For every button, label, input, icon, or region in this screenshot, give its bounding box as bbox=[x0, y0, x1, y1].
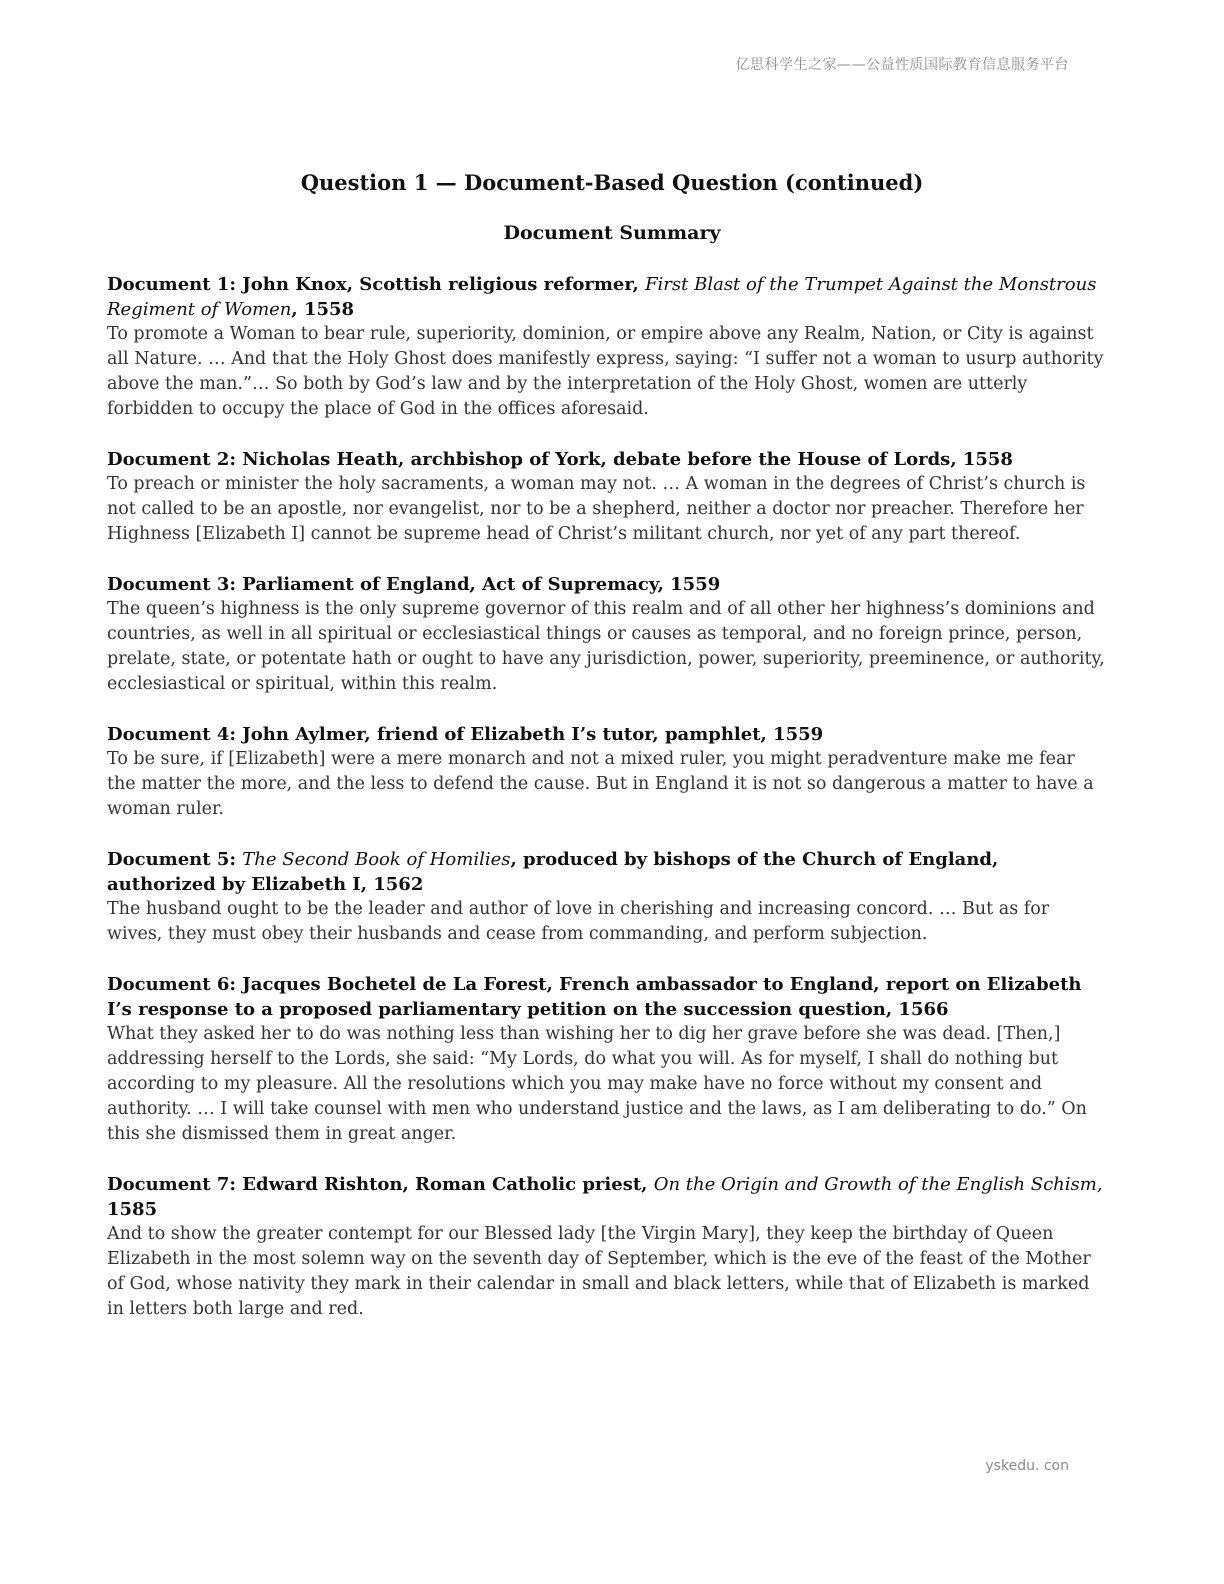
heading-text: Document 6: Jacques Bochetel de La Forest, French ambassador to England, report on Elizabeth I’s response to a proposed parliamentary petition on the succession question, 1566 bbox=[107, 974, 1082, 1020]
document-heading bbox=[107, 847, 1107, 897]
document-list bbox=[107, 272, 1107, 1347]
heading-text: Document 7: Edward Rishton, Roman Catholic priest, bbox=[107, 1174, 654, 1195]
document-body: The husband ought to be the leader and author of love in cherishing and increasing concord. … But as for wives, they must obey their husbands and cease from commanding, and perform subjection. bbox=[107, 899, 1050, 944]
document-body: The queen’s highness is the only supreme governor of this realm and of all other her highness’s dominions and countries, as well in all spiritual or ecclesiastical things or causes as temporal, and no foreign prince, person, prelate, state, or potentate hath or ought to have any jurisdiction, power, superiority, preeminence, or authority, ecclesiastical or spiritual, within this realm. bbox=[107, 599, 1105, 694]
heading-text: Document 3: Parliament of England, Act of Supremacy, 1559 bbox=[107, 574, 721, 595]
document-7 bbox=[107, 1172, 1107, 1322]
document-heading bbox=[107, 1172, 1107, 1222]
heading-date: , 1558 bbox=[291, 299, 355, 320]
heading-text: Document 4: John Aylmer, friend of Elizabeth I’s tutor, pamphlet, 1559 bbox=[107, 724, 824, 745]
document-body: What they asked her to do was nothing less than wishing her to dig her grave before she was dead. [Then,] addressing herself to the Lords, she said: “My Lords, do what you will. As for myself, I shall do nothing but according to my pleasure. All the resolutions which you may make have no force without my consent and authority. … I will take counsel with men who understand justice and the laws, as I am deliberating to do.” On this she dismissed them in great anger. bbox=[107, 1024, 1087, 1144]
document-body: To preach or minister the holy sacraments, a woman may not. … A woman in the degrees of Christ’s church is not called to be an apostle, nor evangelist, nor to be a shepherd, neither a doctor nor preacher. Therefore her Highness [Elizabeth I] cannot be supreme head of Christ’s militant church, nor yet of any part thereof. bbox=[107, 474, 1086, 544]
section-subtitle: Document Summary bbox=[503, 222, 721, 244]
document-5 bbox=[107, 847, 1107, 947]
heading-title: First Blast of the Trumpet Against the Monstrous Regiment of Women bbox=[107, 274, 1097, 320]
header-note: 亿思科学生之家——公益性质国际教育信息服务平台 bbox=[735, 57, 1069, 73]
document-6 bbox=[107, 972, 1107, 1147]
document-heading bbox=[107, 722, 1107, 747]
heading-date: , produced by bishops of the Church of England, authorized by Elizabeth I, 1562 bbox=[107, 849, 999, 895]
heading-title: The Second Book of Homilies bbox=[242, 849, 511, 870]
heading-text: Document 1: John Knox, Scottish religious reformer, bbox=[107, 274, 646, 295]
heading-date: 1585 bbox=[107, 1199, 158, 1220]
heading-text: Document 5: bbox=[107, 849, 243, 870]
heading-title: On the Origin and Growth of the English Schism, bbox=[653, 1174, 1103, 1195]
document-heading bbox=[107, 972, 1107, 1022]
page-title: Question 1 — Document-Based Question (continued) bbox=[300, 170, 924, 195]
document-1 bbox=[107, 272, 1107, 422]
document-2 bbox=[107, 447, 1107, 547]
document-heading bbox=[107, 572, 1107, 597]
document-4 bbox=[107, 722, 1107, 822]
document-heading bbox=[107, 447, 1107, 472]
document-body: To promote a Woman to bear rule, superiority, dominion, or empire above any Realm, Nation, or City is against all Nature. … And that the Holy Ghost does manifestly express, saying: “I suffer not a woman to usurp authority above the man.”… So both by God’s law and by the interpretation of the Holy Ghost, women are utterly forbidden to occupy the place of God in the offices aforesaid. bbox=[107, 324, 1104, 419]
document-heading bbox=[107, 272, 1107, 322]
document-body: To be sure, if [Elizabeth] were a mere monarch and not a mixed ruler, you might peradventure make me fear the matter the more, and the less to defend the cause. But in England it is not so dangerous a matter to have a woman ruler. bbox=[107, 749, 1094, 819]
document-3 bbox=[107, 572, 1107, 697]
footer-note: yskedu. con bbox=[985, 1458, 1069, 1474]
heading-text: Document 2: Nicholas Heath, archbishop of York, debate before the House of Lords, 1558 bbox=[107, 449, 1013, 470]
document-body: And to show the greater contempt for our Blessed lady [the Virgin Mary], they keep the birthday of Queen Elizabeth in the most solemn way on the seventh day of September, which is the eve of the feast of the Mother of God, whose nativity they mark in their calendar in small and black letters, while that of Elizabeth is marked in letters both large and red. bbox=[107, 1224, 1091, 1319]
